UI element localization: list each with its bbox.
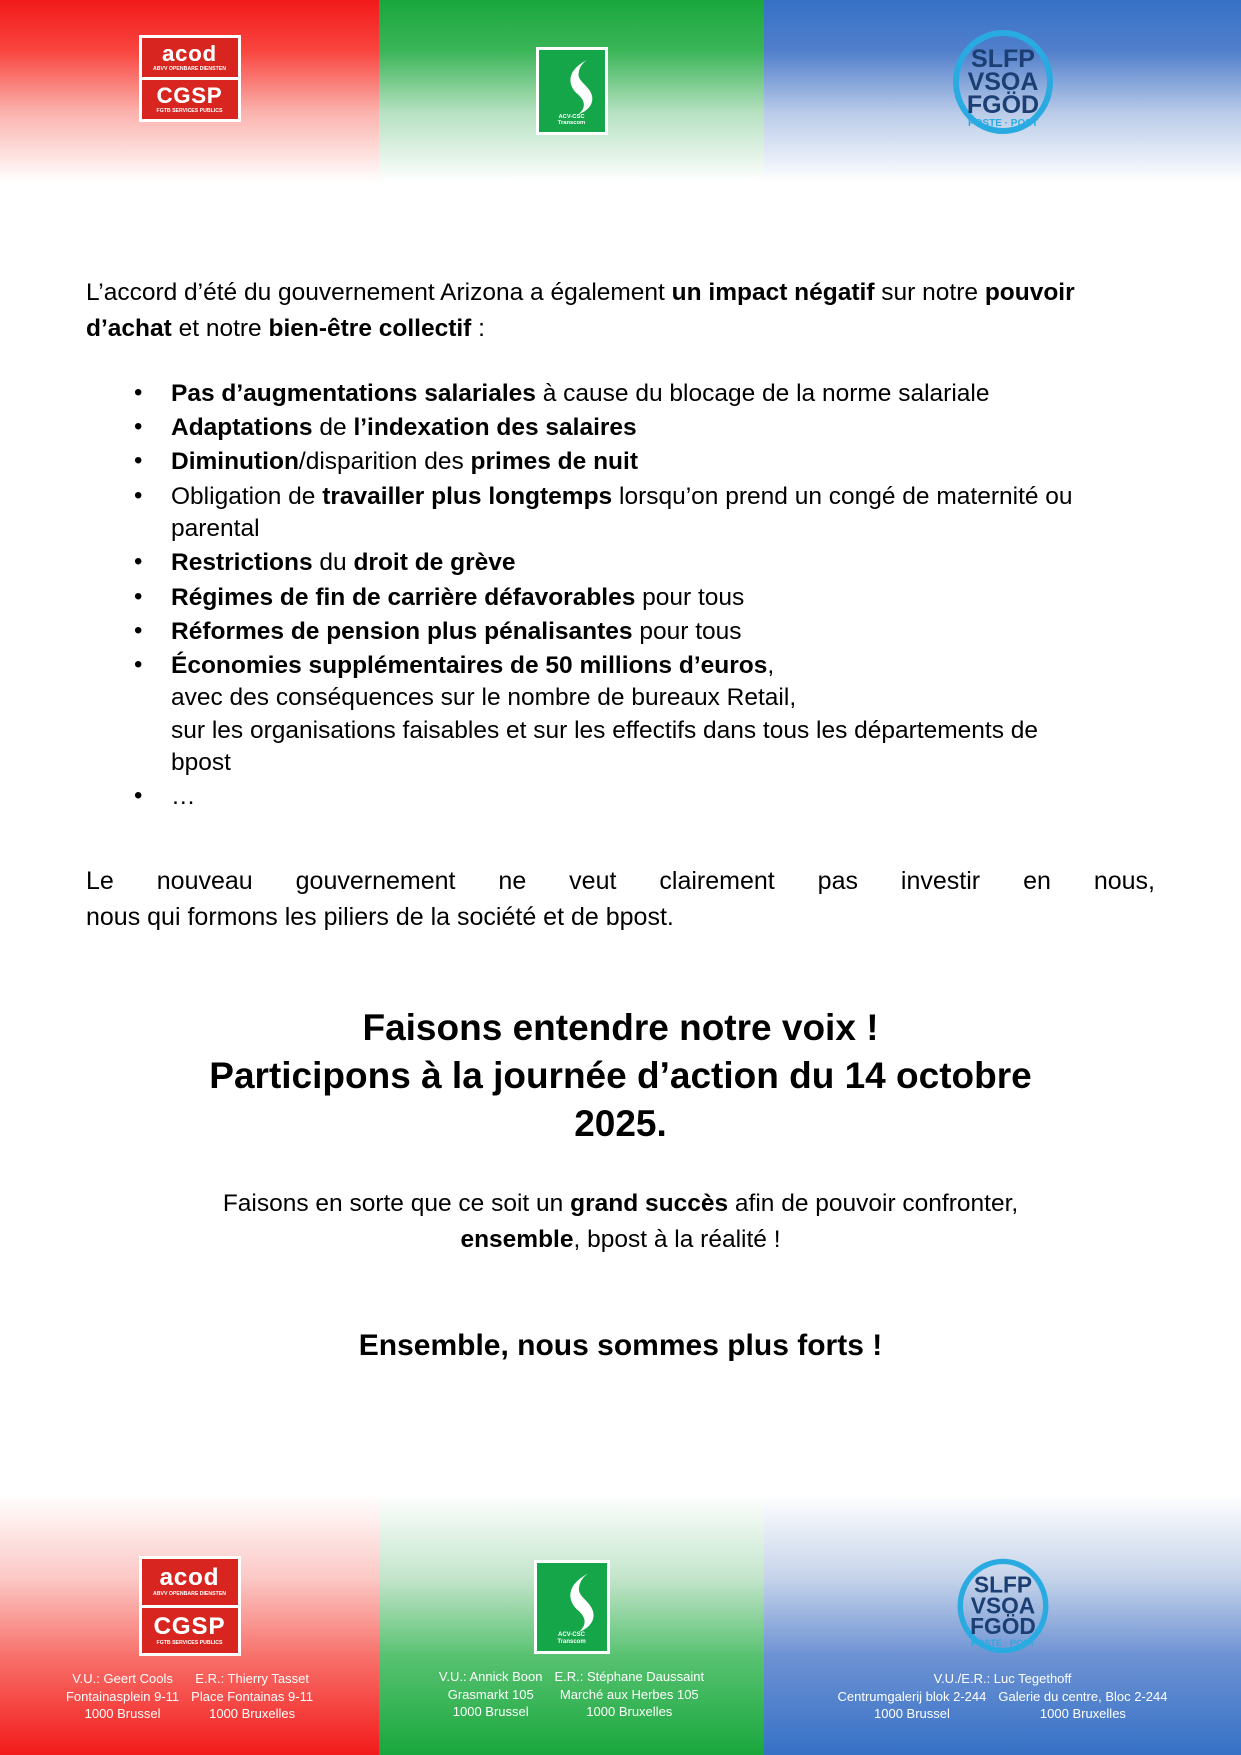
acv-csc-transcom-text	[537, 1632, 607, 1645]
acod-subtitle: ABVV OPENBARE DIENSTEN	[153, 65, 226, 72]
cgsp-wordmark: CGSP	[153, 1612, 226, 1640]
slfp-fr-line3: 1000 Bruxelles	[1039, 1706, 1126, 1722]
slfp-vsoa-fgod-logo	[933, 27, 1073, 137]
intro-paragraph	[86, 275, 1155, 347]
intro-part2: sur notre	[874, 279, 985, 306]
claim-rest: à cause du blocage de la norme salariale	[535, 379, 990, 407]
acv-address-fr	[549, 1668, 711, 1721]
claim-bold: Pas d’augmentations salariales	[171, 379, 536, 407]
claim-rest: pour tous	[632, 617, 742, 645]
header-band-red	[0, 0, 379, 182]
svg-text:POSTE · POST: POSTE · POST	[970, 1638, 1035, 1648]
acod-wordmark: acod	[159, 1564, 220, 1592]
cgsp-wordmark: CGSP	[156, 82, 223, 108]
call-to-action-headline	[86, 1004, 1155, 1148]
acod-cgsp-logo-footer	[139, 1556, 241, 1656]
subcall-part2: afin de pouvoir confronter,	[728, 1190, 1019, 1218]
intro-part1: L’accord d’été du gouvernement Arizona a également	[86, 279, 672, 306]
svg-text:FGÖD: FGÖD	[966, 91, 1039, 119]
paragraph-line1: Le nouveau gouvernement ne veut clairement pas investir en nous,	[86, 866, 1155, 895]
svg-text:FGÖD: FGÖD	[969, 1613, 1036, 1640]
claim-bold: Diminution	[171, 448, 299, 476]
footer-band-red	[0, 1494, 379, 1755]
intro-bold1: un impact négatif	[671, 279, 875, 306]
claim-bold2: l’indexation des salaires	[353, 413, 637, 441]
slfp-logo-graphic	[939, 1556, 1067, 1656]
intro-part4: :	[471, 314, 485, 342]
claim-bold2: primes de nuit	[470, 448, 638, 476]
acod-fr-line2: Place Fontainas 9-11	[191, 1688, 314, 1704]
slfp-name-line: V.U./E.R.: Luc Tegethoff	[933, 1671, 1072, 1686]
acod-fr-line3: 1000 Bruxelles	[209, 1706, 296, 1722]
government-paragraph	[86, 863, 1155, 936]
cgsp-subtitle: FGTB SERVICES PUBLICS	[156, 107, 223, 114]
intro-bold2: pouvoir d’achat	[86, 279, 1075, 342]
list-item	[134, 446, 1155, 478]
claim-pre: Obligation de	[171, 482, 323, 510]
acv-nl-line1: V.U.: Annick Boon	[438, 1669, 543, 1684]
acod-address-block	[0, 1670, 379, 1723]
svg-text:SLFP: SLFP	[973, 1571, 1032, 1598]
claim-rest: de	[312, 413, 354, 441]
svg-text:SLFP: SLFP	[970, 45, 1035, 73]
acod-address-nl	[60, 1670, 185, 1723]
list-item	[134, 547, 1155, 579]
svg-text:VSOA: VSOA	[967, 68, 1038, 96]
cgsp-subtitle: FGTB SERVICES PUBLICS	[156, 1639, 223, 1646]
claim-bold2: droit de grève	[353, 549, 516, 577]
list-item	[134, 481, 1155, 546]
acv-fr-line3: 1000 Bruxelles	[586, 1704, 673, 1720]
paragraph-line2: nous qui formons les piliers de la société et de bpost.	[86, 903, 674, 932]
acod-nl-line1: V.U.: Geert Cools	[72, 1671, 173, 1686]
slfp-address-columns	[764, 1688, 1241, 1723]
slfp-fr-line2: Galerie du centre, Bloc 2-244	[998, 1688, 1168, 1704]
intro-bold3: bien-être collectif	[268, 314, 472, 342]
claim-bold: Adaptations	[171, 413, 313, 441]
claim-bold: travailler plus longtemps	[322, 482, 613, 510]
subcall-paragraph	[86, 1186, 1155, 1257]
claim-bold: Réformes de pension plus pénalisantes	[171, 617, 633, 645]
subcall-bold1: grand succès	[570, 1190, 729, 1218]
subcall-part3: , bpost à la réalité !	[573, 1225, 781, 1253]
list-item	[134, 378, 1155, 410]
slfp-nl-line3: 1000 Brussel	[874, 1706, 950, 1722]
acod-cgsp-logo	[139, 35, 241, 122]
acv-nl-line2: Grasmarkt 105	[447, 1686, 534, 1702]
claim-ellipsis: …	[171, 783, 196, 811]
header-banner	[0, 0, 1241, 182]
slfp-logo-graphic	[933, 27, 1073, 137]
svg-text:POSTE · POST: POSTE · POST	[967, 118, 1038, 129]
header-band-blue	[764, 0, 1241, 182]
intro-part3: et notre	[171, 314, 269, 342]
subcall-part1: Faisons en sorte que ce soit un	[222, 1190, 571, 1218]
acv-line1: ACV-CSC	[557, 1632, 585, 1639]
acv-line2: Transcom	[557, 120, 586, 127]
claim-continuation-line: bpost	[171, 749, 231, 777]
claim-rest: du	[312, 549, 354, 577]
slfp-nl-line2: Centrumgalerij blok 2-244	[837, 1688, 987, 1704]
acod-nl-line3: 1000 Brussel	[84, 1706, 161, 1722]
footer-banner	[0, 1494, 1241, 1755]
acv-line2: Transcom	[557, 1638, 586, 1645]
acv-address-block	[379, 1668, 764, 1721]
header-band-green	[379, 0, 764, 182]
acod-fr-line1: E.R.: Thierry Tasset	[195, 1671, 309, 1686]
headline-line3: 2025.	[574, 1102, 667, 1144]
list-item	[134, 582, 1155, 614]
claim-continuation-line: avec des conséquences sur le nombre de bureaux Retail,	[171, 684, 797, 712]
claim-rest: /disparition des	[298, 448, 471, 476]
footer-band-blue	[764, 1494, 1241, 1755]
acv-csc-transcom-text	[539, 114, 605, 126]
acod-nl-line2: Fontainasplein 9-11	[65, 1688, 180, 1704]
acv-csc-transcom-logo-footer	[534, 1560, 610, 1654]
claim-rest: lorsqu’on prend un congé de maternité ou parental	[171, 482, 1073, 542]
acod-address-fr	[185, 1670, 319, 1723]
claims-list	[86, 378, 1155, 814]
acv-line1: ACV-CSC	[558, 114, 585, 121]
acv-fr-line1: E.R.: Stéphane Daussaint	[554, 1669, 705, 1684]
claim-rest: pour tous	[635, 583, 745, 611]
claim-bold: Économies supplémentaires de 50 millions d’euros	[171, 652, 768, 680]
list-item	[134, 781, 1155, 813]
list-item	[134, 650, 1155, 779]
slfp-vsoa-fgod-logo-footer	[939, 1556, 1067, 1656]
acv-address-nl	[433, 1668, 549, 1721]
slfp-address-fr	[992, 1688, 1173, 1723]
headline-line2: Participons à la journée d’action du 14 octobre	[209, 1054, 1032, 1096]
list-item	[134, 412, 1155, 444]
list-item	[134, 616, 1155, 648]
svg-text:VSOA: VSOA	[970, 1592, 1035, 1619]
acv-fr-line2: Marché aux Herbes 105	[559, 1686, 699, 1702]
acod-wordmark: acod	[162, 40, 217, 66]
claim-bold: Régimes de fin de carrière défavorables	[171, 583, 636, 611]
claim-continuation-line: sur les organisations faisables et sur les effectifs dans tous les départements de	[171, 716, 1039, 744]
acv-nl-line3: 1000 Brussel	[452, 1704, 529, 1720]
closing-slogan: Ensemble, nous sommes plus forts !	[358, 1329, 883, 1363]
footer-band-green	[379, 1494, 764, 1755]
subcall-bold2: ensemble	[460, 1225, 574, 1253]
slfp-address-nl	[832, 1688, 993, 1723]
headline-line1: Faisons entendre notre voix !	[362, 1006, 879, 1048]
claim-bold: Restrictions	[171, 549, 313, 577]
slfp-address-block	[764, 1670, 1241, 1723]
document-body	[0, 182, 1241, 1494]
claim-rest: ,	[767, 652, 775, 680]
acv-csc-transcom-logo	[536, 47, 608, 135]
acod-subtitle: ABVV OPENBARE DIENSTEN	[153, 1591, 226, 1598]
